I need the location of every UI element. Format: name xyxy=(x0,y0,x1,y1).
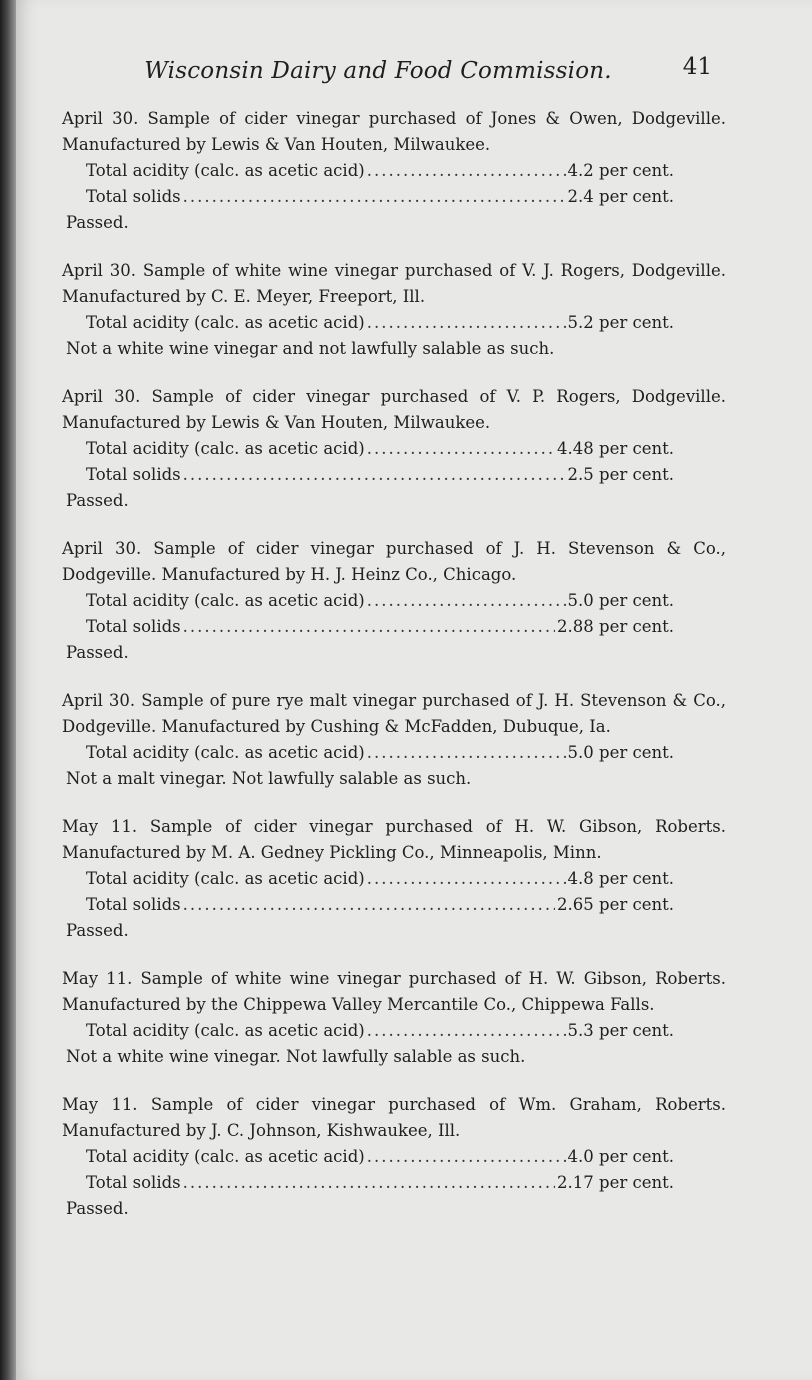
measurement-label: Total solids xyxy=(86,617,181,636)
sample-entry xyxy=(62,106,726,236)
dot-leader xyxy=(183,614,555,640)
book-spine-shadow xyxy=(0,0,16,1380)
measurement-label: Total acidity (calc. as acetic acid) xyxy=(86,439,365,458)
entry-verdict: Not a white wine vinegar. Not lawfully salable as such. xyxy=(66,1047,526,1066)
sample-entry xyxy=(62,536,726,666)
entry-verdict: Passed. xyxy=(66,213,129,232)
entry-verdict: Not a white wine vinegar and not lawfully salable as such. xyxy=(66,339,555,358)
dot-leader xyxy=(183,1170,555,1196)
measurement-label: Total acidity (calc. as acetic acid) xyxy=(86,743,365,762)
entry-description: April 30. Sample of white wine vinegar purchased of V. J. Rogers, Dodgeville. Manufactured by C. E. Meyer, Freeport, Ill. xyxy=(62,261,726,306)
measurement-row xyxy=(86,158,674,184)
entry-description: April 30. Sample of cider vinegar purchased of V. P. Rogers, Dodgeville. Manufactured by Lewis & Van Houten, Milwaukee. xyxy=(62,387,726,432)
measurement-value: 4.48 per cent. xyxy=(557,439,674,458)
measurement-label: Total acidity (calc. as acetic acid) xyxy=(86,869,365,888)
measurement-label: Total acidity (calc. as acetic acid) xyxy=(86,1021,365,1040)
measurement-value: 2.65 per cent. xyxy=(557,895,674,914)
measurement-row xyxy=(86,462,674,488)
entry-description: April 30. Sample of pure rye malt vinegar purchased of J. H. Stevenson & Co., Dodgeville. Manufactured by Cushing & McFadden, Dubuque, Ia. xyxy=(62,691,726,736)
dot-leader xyxy=(367,1018,566,1044)
dot-leader xyxy=(367,310,566,336)
running-header-title: Wisconsin Dairy and Food Commission. xyxy=(144,58,612,84)
entry-description: April 30. Sample of cider vinegar purchased of Jones & Owen, Dodgeville. Manufactured by Lewis & Van Houten, Milwaukee. xyxy=(62,109,726,154)
measurement-value: 2.88 per cent. xyxy=(557,617,674,636)
dot-leader xyxy=(367,1144,566,1170)
sample-entry xyxy=(62,966,726,1070)
measurement-row xyxy=(86,1170,674,1196)
entry-description: April 30. Sample of cider vinegar purchased of J. H. Stevenson & Co., Dodgeville. Manufactured by H. J. Heinz Co., Chicago. xyxy=(62,539,726,584)
dot-leader xyxy=(183,892,555,918)
measurement-value: 4.8 per cent. xyxy=(567,869,674,888)
dot-leader xyxy=(367,740,566,766)
measurement-label: Total acidity (calc. as acetic acid) xyxy=(86,161,365,180)
measurement-value: 5.0 per cent. xyxy=(567,743,674,762)
sample-entry xyxy=(62,1092,726,1222)
measurement-label: Total solids xyxy=(86,465,181,484)
entry-verdict: Passed. xyxy=(66,921,129,940)
measurement-row xyxy=(86,1144,674,1170)
measurement-value: 2.4 per cent. xyxy=(567,187,674,206)
measurement-row xyxy=(86,310,674,336)
entry-description: May 11. Sample of white wine vinegar purchased of H. W. Gibson, Roberts. Manufactured by the Chippewa Valley Mercantile Co., Chippewa Falls. xyxy=(62,969,726,1014)
measurement-value: 2.17 per cent. xyxy=(557,1173,674,1192)
measurement-value: 5.0 per cent. xyxy=(567,591,674,610)
measurement-value: 5.3 per cent. xyxy=(567,1021,674,1040)
measurement-row xyxy=(86,588,674,614)
sample-entry xyxy=(62,384,726,514)
dot-leader xyxy=(367,436,555,462)
entry-verdict: Passed. xyxy=(66,491,129,510)
page-body xyxy=(62,106,726,1244)
entry-description: May 11. Sample of cider vinegar purchased of Wm. Graham, Roberts. Manufactured by J. C. Johnson, Kishwaukee, Ill. xyxy=(62,1095,726,1140)
entry-description: May 11. Sample of cider vinegar purchased of H. W. Gibson, Roberts. Manufactured by M. A. Gedney Pickling Co., Minneapolis, Minn. xyxy=(62,817,726,862)
dot-leader xyxy=(367,588,566,614)
sample-entry xyxy=(62,814,726,944)
measurement-label: Total acidity (calc. as acetic acid) xyxy=(86,591,365,610)
running-header xyxy=(44,52,712,92)
dot-leader xyxy=(183,184,566,210)
measurement-value: 2.5 per cent. xyxy=(567,465,674,484)
measurement-label: Total solids xyxy=(86,1173,181,1192)
measurement-row xyxy=(86,184,674,210)
measurement-row xyxy=(86,436,674,462)
measurement-label: Total solids xyxy=(86,187,181,206)
measurement-row xyxy=(86,892,674,918)
dot-leader xyxy=(367,158,566,184)
sample-entry xyxy=(62,258,726,362)
measurement-label: Total solids xyxy=(86,895,181,914)
sample-entry xyxy=(62,688,726,792)
page-number: 41 xyxy=(682,54,712,80)
entry-verdict: Passed. xyxy=(66,1199,129,1218)
measurement-row xyxy=(86,866,674,892)
measurement-label: Total acidity (calc. as acetic acid) xyxy=(86,313,365,332)
entry-verdict: Passed. xyxy=(66,643,129,662)
measurement-row xyxy=(86,1018,674,1044)
measurement-row xyxy=(86,614,674,640)
measurement-label: Total acidity (calc. as acetic acid) xyxy=(86,1147,365,1166)
dot-leader xyxy=(183,462,566,488)
measurement-value: 4.0 per cent. xyxy=(567,1147,674,1166)
measurement-row xyxy=(86,740,674,766)
entry-verdict: Not a malt vinegar. Not lawfully salable as such. xyxy=(66,769,472,788)
measurement-value: 4.2 per cent. xyxy=(567,161,674,180)
measurement-value: 5.2 per cent. xyxy=(567,313,674,332)
dot-leader xyxy=(367,866,566,892)
